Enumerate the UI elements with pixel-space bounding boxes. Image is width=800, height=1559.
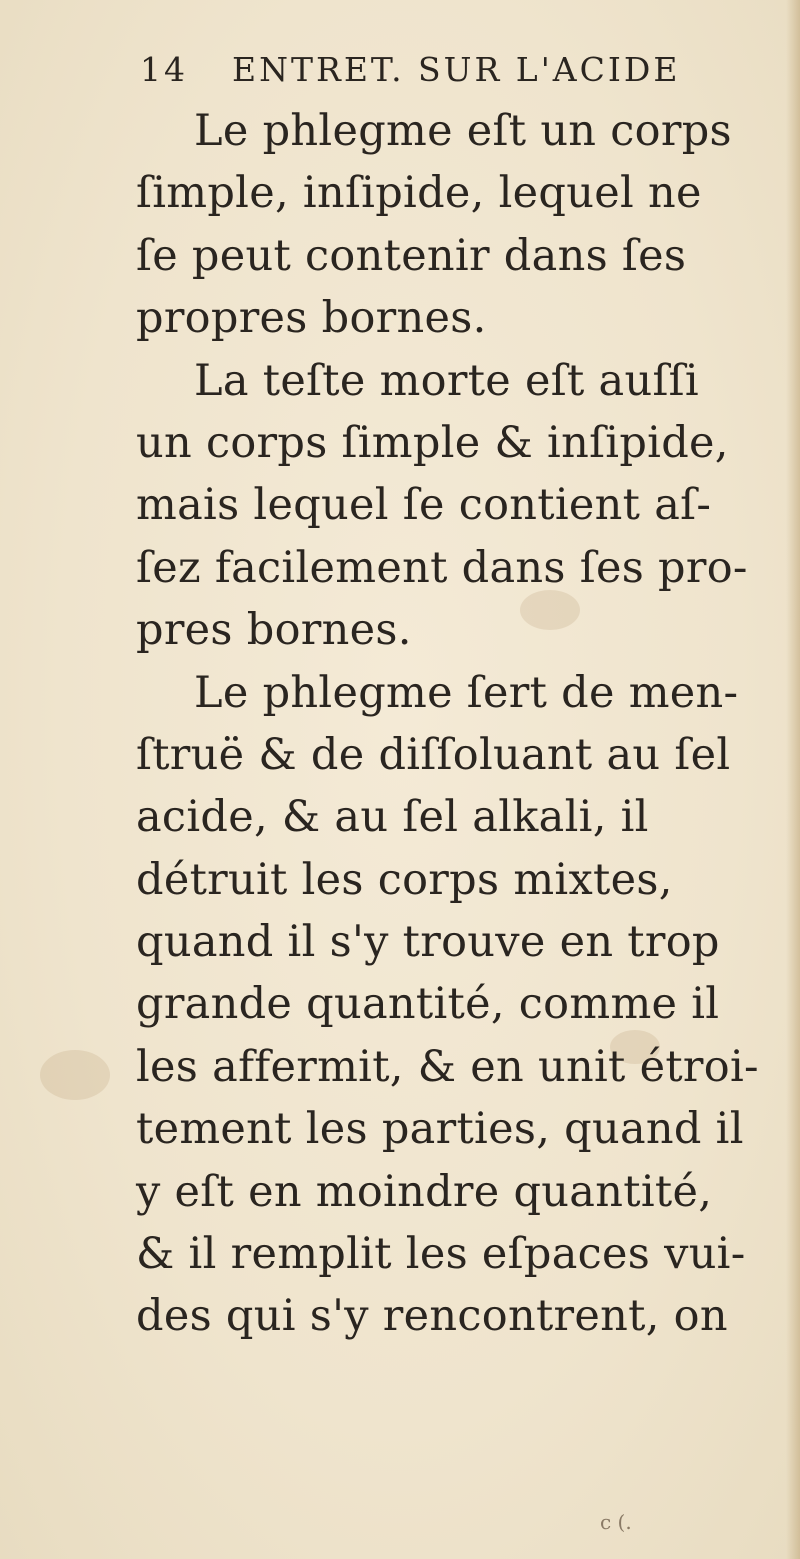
- text-line: Le phlegme ſert de men-: [194, 667, 739, 718]
- running-title: ENTRET. SUR L'ACIDE: [232, 50, 681, 89]
- text-line: La teſte morte eſt auſſi: [194, 355, 699, 406]
- paper-stain: [40, 1050, 110, 1100]
- text-line: un corps ſimple & inſipide,: [136, 417, 729, 468]
- text-line: ſez facilement dans ſes pro-: [136, 542, 748, 593]
- page-edge-shadow: [786, 0, 800, 1559]
- text-line: ſtruë & de diſſoluant au ſel: [136, 729, 731, 780]
- stray-mark: c (.: [600, 1510, 632, 1534]
- page-number: 14: [140, 50, 188, 89]
- text-line: propres bornes.: [136, 293, 487, 344]
- running-header: [140, 50, 740, 100]
- text-line: grande quantité, comme il: [136, 979, 720, 1030]
- text-line: les affermit, & en unit étroi-: [136, 1041, 759, 1092]
- text-line: & il remplit les eſpaces vui-: [136, 1229, 746, 1280]
- text-line: ſimple, inſipide, lequel ne: [136, 168, 702, 219]
- text-line: des qui s'y rencontrent, on: [136, 1291, 728, 1342]
- text-line: détruit les corps mixtes,: [136, 854, 673, 905]
- text-line: acide, & au ſel alkali, il: [136, 792, 649, 843]
- text-line: tement les parties, quand il: [136, 1104, 744, 1155]
- text-line: mais lequel ſe contient aſ-: [136, 480, 712, 531]
- text-line: Le phlegme eſt un corps: [194, 106, 732, 156]
- body-text: [136, 100, 776, 1348]
- text-line: pres bornes.: [136, 605, 412, 656]
- text-line: y eſt en moindre quantité,: [136, 1166, 713, 1217]
- text-line: ſe peut contenir dans ſes: [136, 230, 687, 281]
- text-line: quand il s'y trouve en trop: [136, 917, 720, 968]
